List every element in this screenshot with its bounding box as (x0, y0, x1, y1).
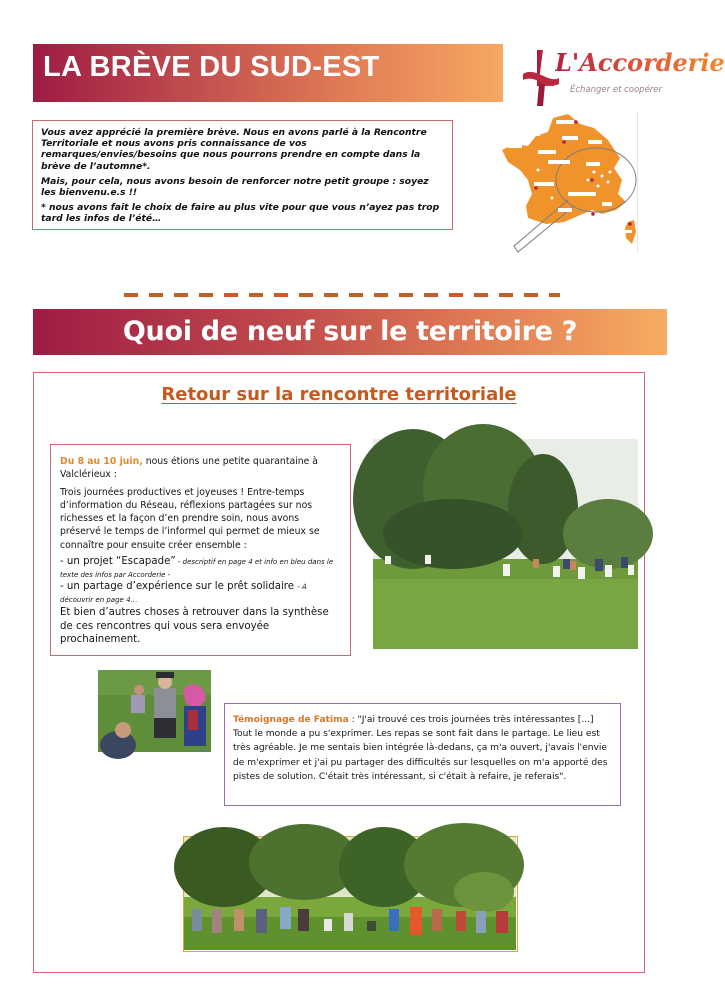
logo-tagline: Échanger et coopérer (570, 85, 663, 95)
story-box (50, 444, 351, 656)
story-body: Trois journées productives et joyeuses ! Entre-temps d’information du Réseau, réflexions partagées sur nos richesses et la façon d’en prendre soin, nous avons préservé le temps de l’informel qui permet de mieux se connaître pour ensuite créer ensemble : (60, 486, 320, 551)
story-item-note: - descriptif en page 4 et info en bleu dans le texte des infos par Accorderie - (60, 558, 334, 579)
subheading: Retour sur la rencontre territoriale (161, 384, 517, 405)
story-date: Du 8 au 10 juin, (60, 456, 143, 467)
story-intro-text: nous étions une petite quarantaine à Valclérieux : (60, 456, 319, 481)
decorative-dashed-divider (124, 285, 564, 291)
intro-paragraph: * nous avons fait le choix de faire au plus vite pour que vous n’ayez pas trop tard les infos de l’été… (41, 202, 440, 225)
testimony-text: : "J'ai trouvé ces trois journées très intéressantes [...] Tout le monde a pu s'exprimer. Les repas se sont fait dans le partage. Le lieu est très agréable. Je me sentais bien intégrée là-dedans, ça m'a ouvert, j'avais l'envie de m'exprimer et j'ai pu partager des difficultés sur lesquelles on m'a apporté des pistes de solution. C'était très intéressant, si c'était à refaire, je referais". (233, 715, 608, 782)
logo-wordmark: L'Accorderie (555, 48, 725, 77)
testimony-author: Témoignage de Fatima (233, 715, 349, 725)
story-item-escapade (60, 556, 342, 581)
newsletter-title: LA BRÈVE DU SUD-EST (43, 51, 380, 83)
story-item-note: - À découvrir en page 4… (60, 583, 307, 604)
testimony-box (224, 703, 621, 806)
intro-box (32, 120, 453, 230)
photo-circle-meeting (183, 836, 518, 952)
story-item-main: - un partage d’expérience sur le prêt solidaire (60, 581, 298, 593)
intro-paragraph: Vous avez apprécié la première brève. Nous en avons parlé à la Rencontre Territoriale et nous avons pris connaissance de vos remarques/envies/besoins que nous pourrons prendre en compte dans la brève de l’automne*. (41, 127, 427, 172)
intro-paragraph: Mais, pour cela, nous avons besoin de renforcer notre petit groupe : soyez les bienvenu.e.s !! (41, 175, 429, 199)
story-item-main: - un projet “Escapade” (60, 556, 176, 568)
story-intro (60, 455, 342, 482)
france-map-magnifier-icon (498, 110, 648, 255)
photo-group-discussion (98, 670, 211, 752)
story-closing: Et bien d’autres choses à retrouver dans la synthèse de ces rencontres qui vous sera envoyée prochainement. (60, 607, 329, 646)
story-item-pret (60, 581, 342, 606)
photo-park-gathering (373, 439, 638, 649)
section-title: Quoi de neuf sur le territoire ? (122, 316, 578, 347)
